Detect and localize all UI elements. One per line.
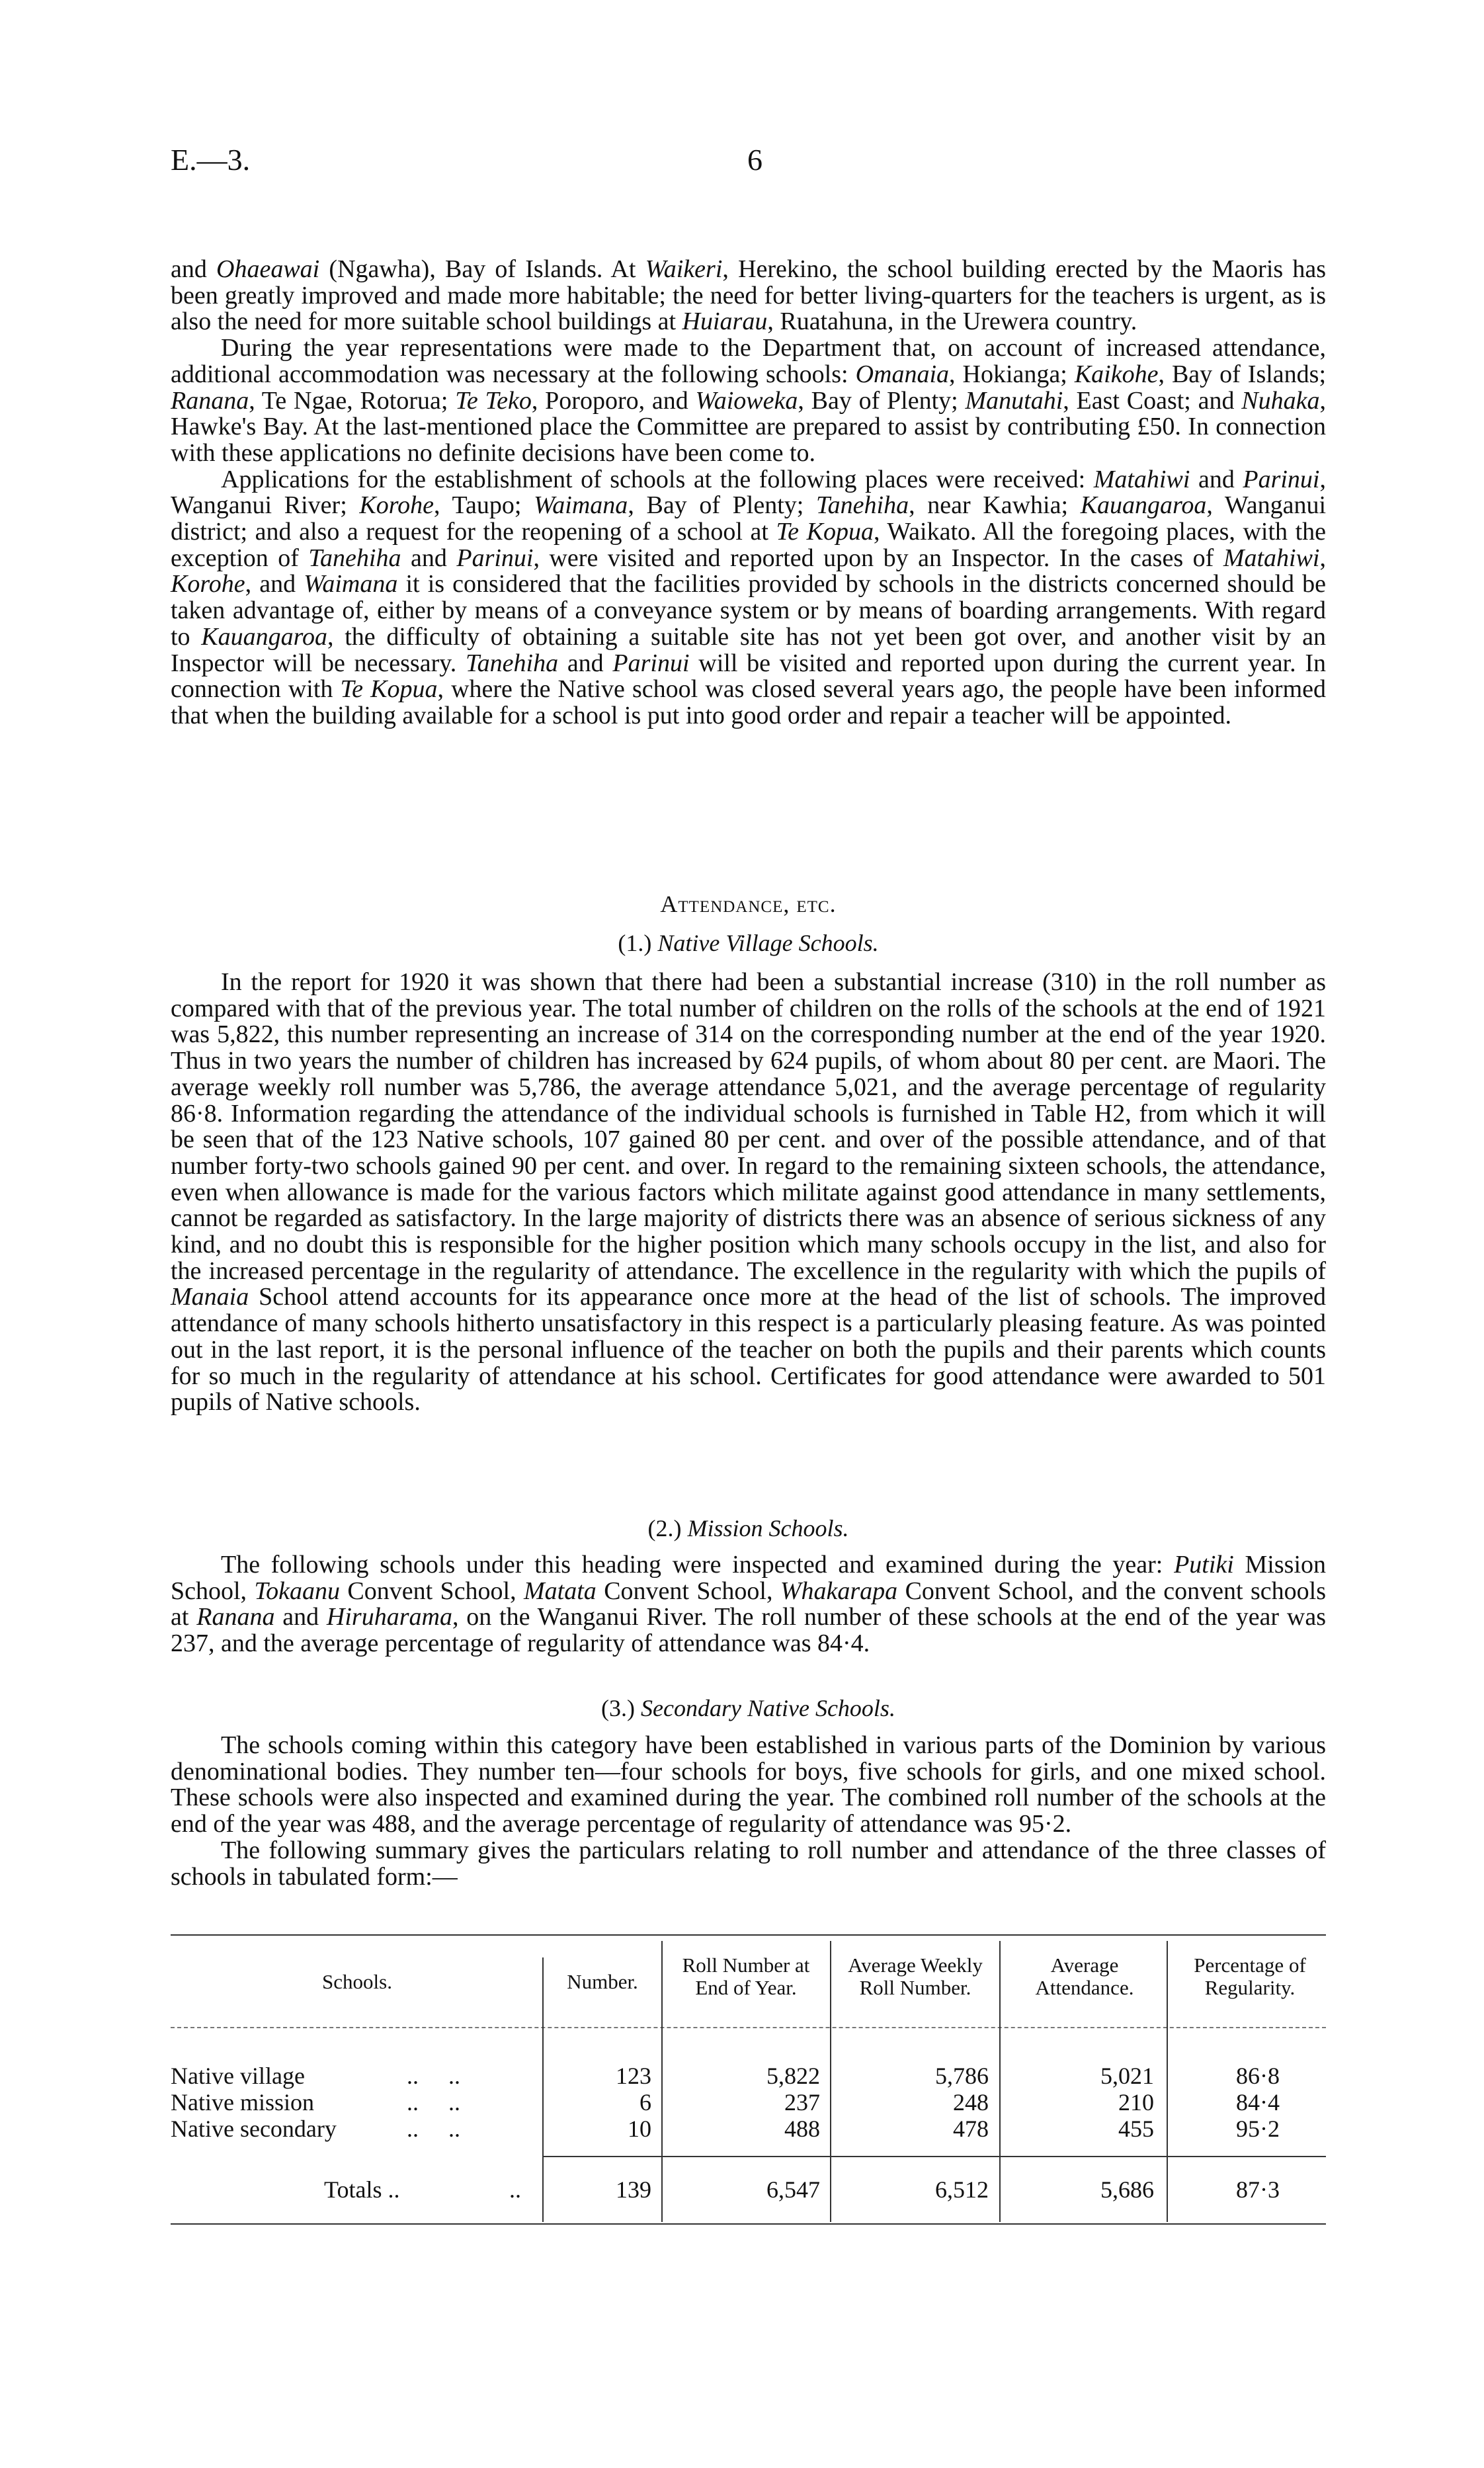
place-name: Waimana: [534, 491, 628, 520]
paragraph: [171, 1733, 1326, 1838]
subheading-title: Native Village Schools.: [657, 930, 879, 956]
text-run: Convent School,: [339, 1577, 524, 1605]
text-run: , on the Wanganui River. The roll number of these schools at the end of the year was 237, and the average percentage of regularity of attendance was 84·4.: [171, 1603, 1326, 1658]
text-run: , Wanganui River;: [171, 465, 1326, 520]
paragraph: [171, 335, 1326, 467]
place-name: Parinui: [612, 649, 690, 677]
document-code: E.—3.: [171, 143, 251, 177]
place-name: Te Teko: [455, 386, 532, 415]
col-divider: [661, 1941, 663, 2222]
table-bottom-rule: [171, 2223, 1326, 2225]
school-name: Native village: [171, 2063, 305, 2089]
table-cell: 84·4: [1236, 2089, 1280, 2116]
text-run: In the report for 1920 it was shown that there had been a substantial increase (310) in the roll number as compared with that of the previous year. The total number of children on the rolls of the schools at the end of 1921 was 5,822, this number representing an increase of 314 on the corresponding number at the end of the year 1920. Thus in two years the number of children has increased by 624 pupils, of whom about 80 per cent. are Maori. The average weekly roll number was 5,786, the average attendance 5,021, and the average percentage of regularity 86·8. Information regarding the attendance of the individual schools is furnished in Table H2, from which it will be seen that of the 123 Native schools, 107 gained 80 per cent. and over of the possible attendance, and of that number forty-two schools gained 90 per cent. and over. In regard to the remaining sixteen schools, the attendance, even when allowance is made for the various factors which militate against good attendance in many settlements, cannot be regarded as satisfactory. In the large majority of districts there was an absence of serious sickness of any kind, and no doubt this is responsible for the higher position which many schools occupy in the list, and also for the increased percentage in the regularity of attendance. The excellence in the regularity with which the pupils of: [171, 968, 1326, 1285]
subheading-number: (1.): [618, 930, 658, 956]
secondary-text: [171, 1733, 1326, 1890]
text-run: , were visited and reported upon by an Inspector. In the cases of: [533, 544, 1223, 572]
table-cell: 123: [616, 2063, 651, 2089]
text-run: , Bay of Plenty;: [798, 386, 966, 415]
subheading-native-village: [171, 929, 1326, 957]
col-divider: [999, 1941, 1001, 2222]
table-cell: 86·8: [1236, 2063, 1280, 2089]
text-run: During the year representations were made to the Department that, on account of increased attendance, additional accommodation was necessary at the following schools:: [171, 334, 1326, 388]
place-name: Kauangaroa: [201, 622, 328, 651]
place-name: Huiarau: [682, 308, 768, 336]
place-name: Kauangaroa: [1080, 491, 1207, 520]
place-name: Omanaia: [855, 360, 950, 388]
place-name: Tanehiha: [308, 544, 401, 572]
text-run: The following schools under this heading were inspected and examined during the year:: [221, 1551, 1175, 1579]
place-name: Kaikohe: [1074, 360, 1159, 388]
section-heading-attendance: Attendance, etc.: [660, 891, 837, 917]
text-run: , Wanganui district; and also a request for the reopening of a school at: [171, 491, 1327, 546]
text-run: Convent School, and the convent schools at: [171, 1577, 1327, 1631]
col-divider: [830, 1941, 831, 2222]
text-run: , the difficulty of obtaining a suitable site has not yet been got over, and another visit by an Inspector will be necessary.: [171, 622, 1327, 677]
text-run: , Poroporo, and: [531, 386, 696, 415]
col-divider: [542, 1957, 544, 2222]
place-name: Te Kopua: [776, 518, 874, 546]
place-name: Putiki: [1174, 1551, 1234, 1579]
text-run: ,: [1319, 544, 1326, 572]
paragraph: [171, 1838, 1326, 1890]
text-run: , Te Ngae, Rotorua;: [249, 386, 456, 415]
school-name: Native secondary: [171, 2116, 337, 2142]
attendance-text: [171, 969, 1326, 1416]
table-cell: 5,686: [1100, 2176, 1154, 2203]
place-name: Whakarapa: [780, 1577, 898, 1605]
table-cell: 210: [1118, 2089, 1154, 2116]
text-run: , Herekino, the school building erected by the Maoris has been greatly improved and made more habitable; the need for better living-quarters for the teachers is urgent, as is also the need for more suitable school buildings at: [171, 255, 1326, 336]
subheading-mission: [171, 1514, 1326, 1542]
table-totals-rule: [542, 2156, 1326, 2157]
table-cell: 248: [953, 2089, 989, 2116]
table-cell: 455: [1118, 2116, 1154, 2142]
table-cell: 95·2: [1236, 2116, 1280, 2142]
table-cell: 488: [784, 2116, 820, 2142]
table-cell: 139: [616, 2176, 651, 2203]
page-number: 6: [747, 143, 763, 177]
text-run: (Ngawha), Bay of Islands. At: [319, 255, 645, 283]
text-run: , East Coast; and: [1063, 386, 1242, 415]
place-name: Parinui: [1243, 465, 1320, 493]
text-run: Convent School,: [596, 1577, 780, 1605]
place-name: Waikeri: [645, 255, 723, 283]
text-run: , Taupo;: [434, 491, 534, 520]
place-name: Matahiwi: [1093, 465, 1190, 493]
text-run: and: [1190, 465, 1243, 493]
table-cell: 6,547: [766, 2176, 820, 2203]
text-run: , where the Native school was closed several years ago, the people have been informed that when the building available for a school is put into good order and repair a teacher will be appointed.: [171, 675, 1326, 729]
table-cell: 478: [953, 2116, 989, 2142]
subheading-title: Secondary Native Schools.: [641, 1695, 895, 1721]
text-run: , Hokianga;: [949, 360, 1075, 388]
text-run: it is considered that the facilities provided by schools in the districts concerned should be taken advantage of, either by means of a conveyance system or by means of boarding arrangements. With regard to: [171, 570, 1326, 651]
place-name: Tanehiha: [816, 491, 909, 520]
place-name: Waimana: [304, 570, 398, 598]
dot-leader: .. ..: [407, 2116, 460, 2142]
header-percentage: Percentage of Regularity.: [1194, 1954, 1306, 1999]
place-name: Waioweka: [695, 386, 798, 415]
place-name: Nuhaka: [1241, 386, 1320, 415]
place-name: Ohaeawai: [216, 255, 320, 283]
place-name: Matata: [524, 1577, 597, 1605]
place-name: Korohe: [359, 491, 434, 520]
paragraph: [171, 969, 1326, 1416]
mission-text: [171, 1552, 1326, 1657]
header-average-attendance: Average Attendance.: [1035, 1954, 1134, 1999]
school-name: Native mission: [171, 2089, 314, 2116]
text-run: School attend accounts for its appearance once more at the head of the list of schools. The improved attendance of many schools hitherto unsatisfactory in this respect is a particularly pleasing feature. As was pointed out in the last report, it is the personal influence of the teacher on both the pupils and their parents which counts for so much in the regularity of attendance at his school. Certificates for good attendance were awarded to 501 pupils of Native schools.: [171, 1283, 1326, 1417]
table-cell: 6: [639, 2089, 651, 2116]
dot-leader: .. ..: [407, 2063, 460, 2089]
table-cell: 237: [784, 2089, 820, 2116]
table-cell: 5,786: [935, 2063, 989, 2089]
table-cell: 10: [628, 2116, 651, 2142]
place-name: Te Kopua: [340, 675, 438, 704]
subheading-secondary: [171, 1694, 1326, 1722]
subheading-title: Mission Schools.: [687, 1515, 849, 1542]
text-run: , Hawke's Bay. At the last-mentioned place the Committee are prepared to assist by contributing £50. In connection with these applications no definite decisions have been come to.: [171, 386, 1326, 467]
text-run: , Bay of Islands;: [1158, 360, 1327, 388]
totals-label: Totals ..: [324, 2176, 400, 2203]
place-name: Ranana: [196, 1603, 275, 1631]
table-cell: 5,021: [1100, 2063, 1154, 2089]
table-cell: 6,512: [935, 2176, 989, 2203]
text-run: and: [401, 544, 457, 572]
header-average-weekly: Average Weekly Roll Number.: [848, 1954, 983, 1999]
paragraph: [171, 467, 1326, 729]
subheading-number: (3.): [601, 1695, 641, 1721]
place-name: Matahiwi: [1223, 544, 1320, 572]
place-name: Hiruharama: [326, 1603, 452, 1631]
paragraph: [171, 1552, 1326, 1657]
dot-leader: ..: [509, 2176, 521, 2203]
text-run: The following summary gives the particulars relating to roll number and attendance of the three classes of schools in tabulated form:—: [171, 1836, 1326, 1891]
text-run: and: [558, 649, 613, 677]
place-name: Tokaanu: [254, 1577, 340, 1605]
place-name: Ranana: [171, 386, 249, 415]
place-name: Parinui: [456, 544, 534, 572]
table-cell: 87·3: [1236, 2176, 1280, 2203]
text-run: , Ruatahuna, in the Urewera country.: [767, 308, 1137, 336]
place-name: Manaia: [171, 1283, 249, 1311]
place-name: Manutahi: [965, 386, 1063, 415]
table-top-rule: [171, 1934, 1326, 1936]
text-run: The schools coming within this category have been established in various parts of the Dominion by various denominational bodies. They number ten—four schools for boys, five schools for girls, and one mixed school. These schools were also inspected and examined during the year. The combined roll number of the schools at the end of the year was 488, and the average percentage of regularity of attendance was 95·2.: [171, 1731, 1326, 1838]
header-roll-number: Roll Number at End of Year.: [682, 1954, 810, 1999]
dot-leader: .. ..: [407, 2089, 460, 2116]
header-schools: Schools.: [322, 1970, 392, 1993]
text-run: , Waikato. All the foregoing places, with the exception of: [171, 518, 1327, 572]
col-divider: [1167, 1941, 1168, 2222]
place-name: Tanehiha: [466, 649, 559, 677]
text-run: Applications for the establishment of schools at the following places were received:: [221, 465, 1094, 493]
place-name: Korohe: [171, 570, 245, 598]
paragraph: [171, 257, 1326, 335]
table-cell: 5,822: [766, 2063, 820, 2089]
subheading-number: (2.): [647, 1515, 688, 1542]
text-run: , Bay of Plenty;: [628, 491, 816, 520]
header-number: Number.: [567, 1970, 638, 1993]
text-run: Mission School,: [171, 1551, 1326, 1605]
text-run: , near Kawhia;: [909, 491, 1081, 520]
table-header-rule: [171, 2027, 1326, 2028]
text-run: , and: [245, 570, 304, 598]
text-run: and: [171, 255, 217, 283]
intro-text: [171, 257, 1326, 729]
text-run: will be visited and reported upon during the current year. In connection with: [171, 649, 1326, 704]
text-run: and: [274, 1603, 327, 1631]
